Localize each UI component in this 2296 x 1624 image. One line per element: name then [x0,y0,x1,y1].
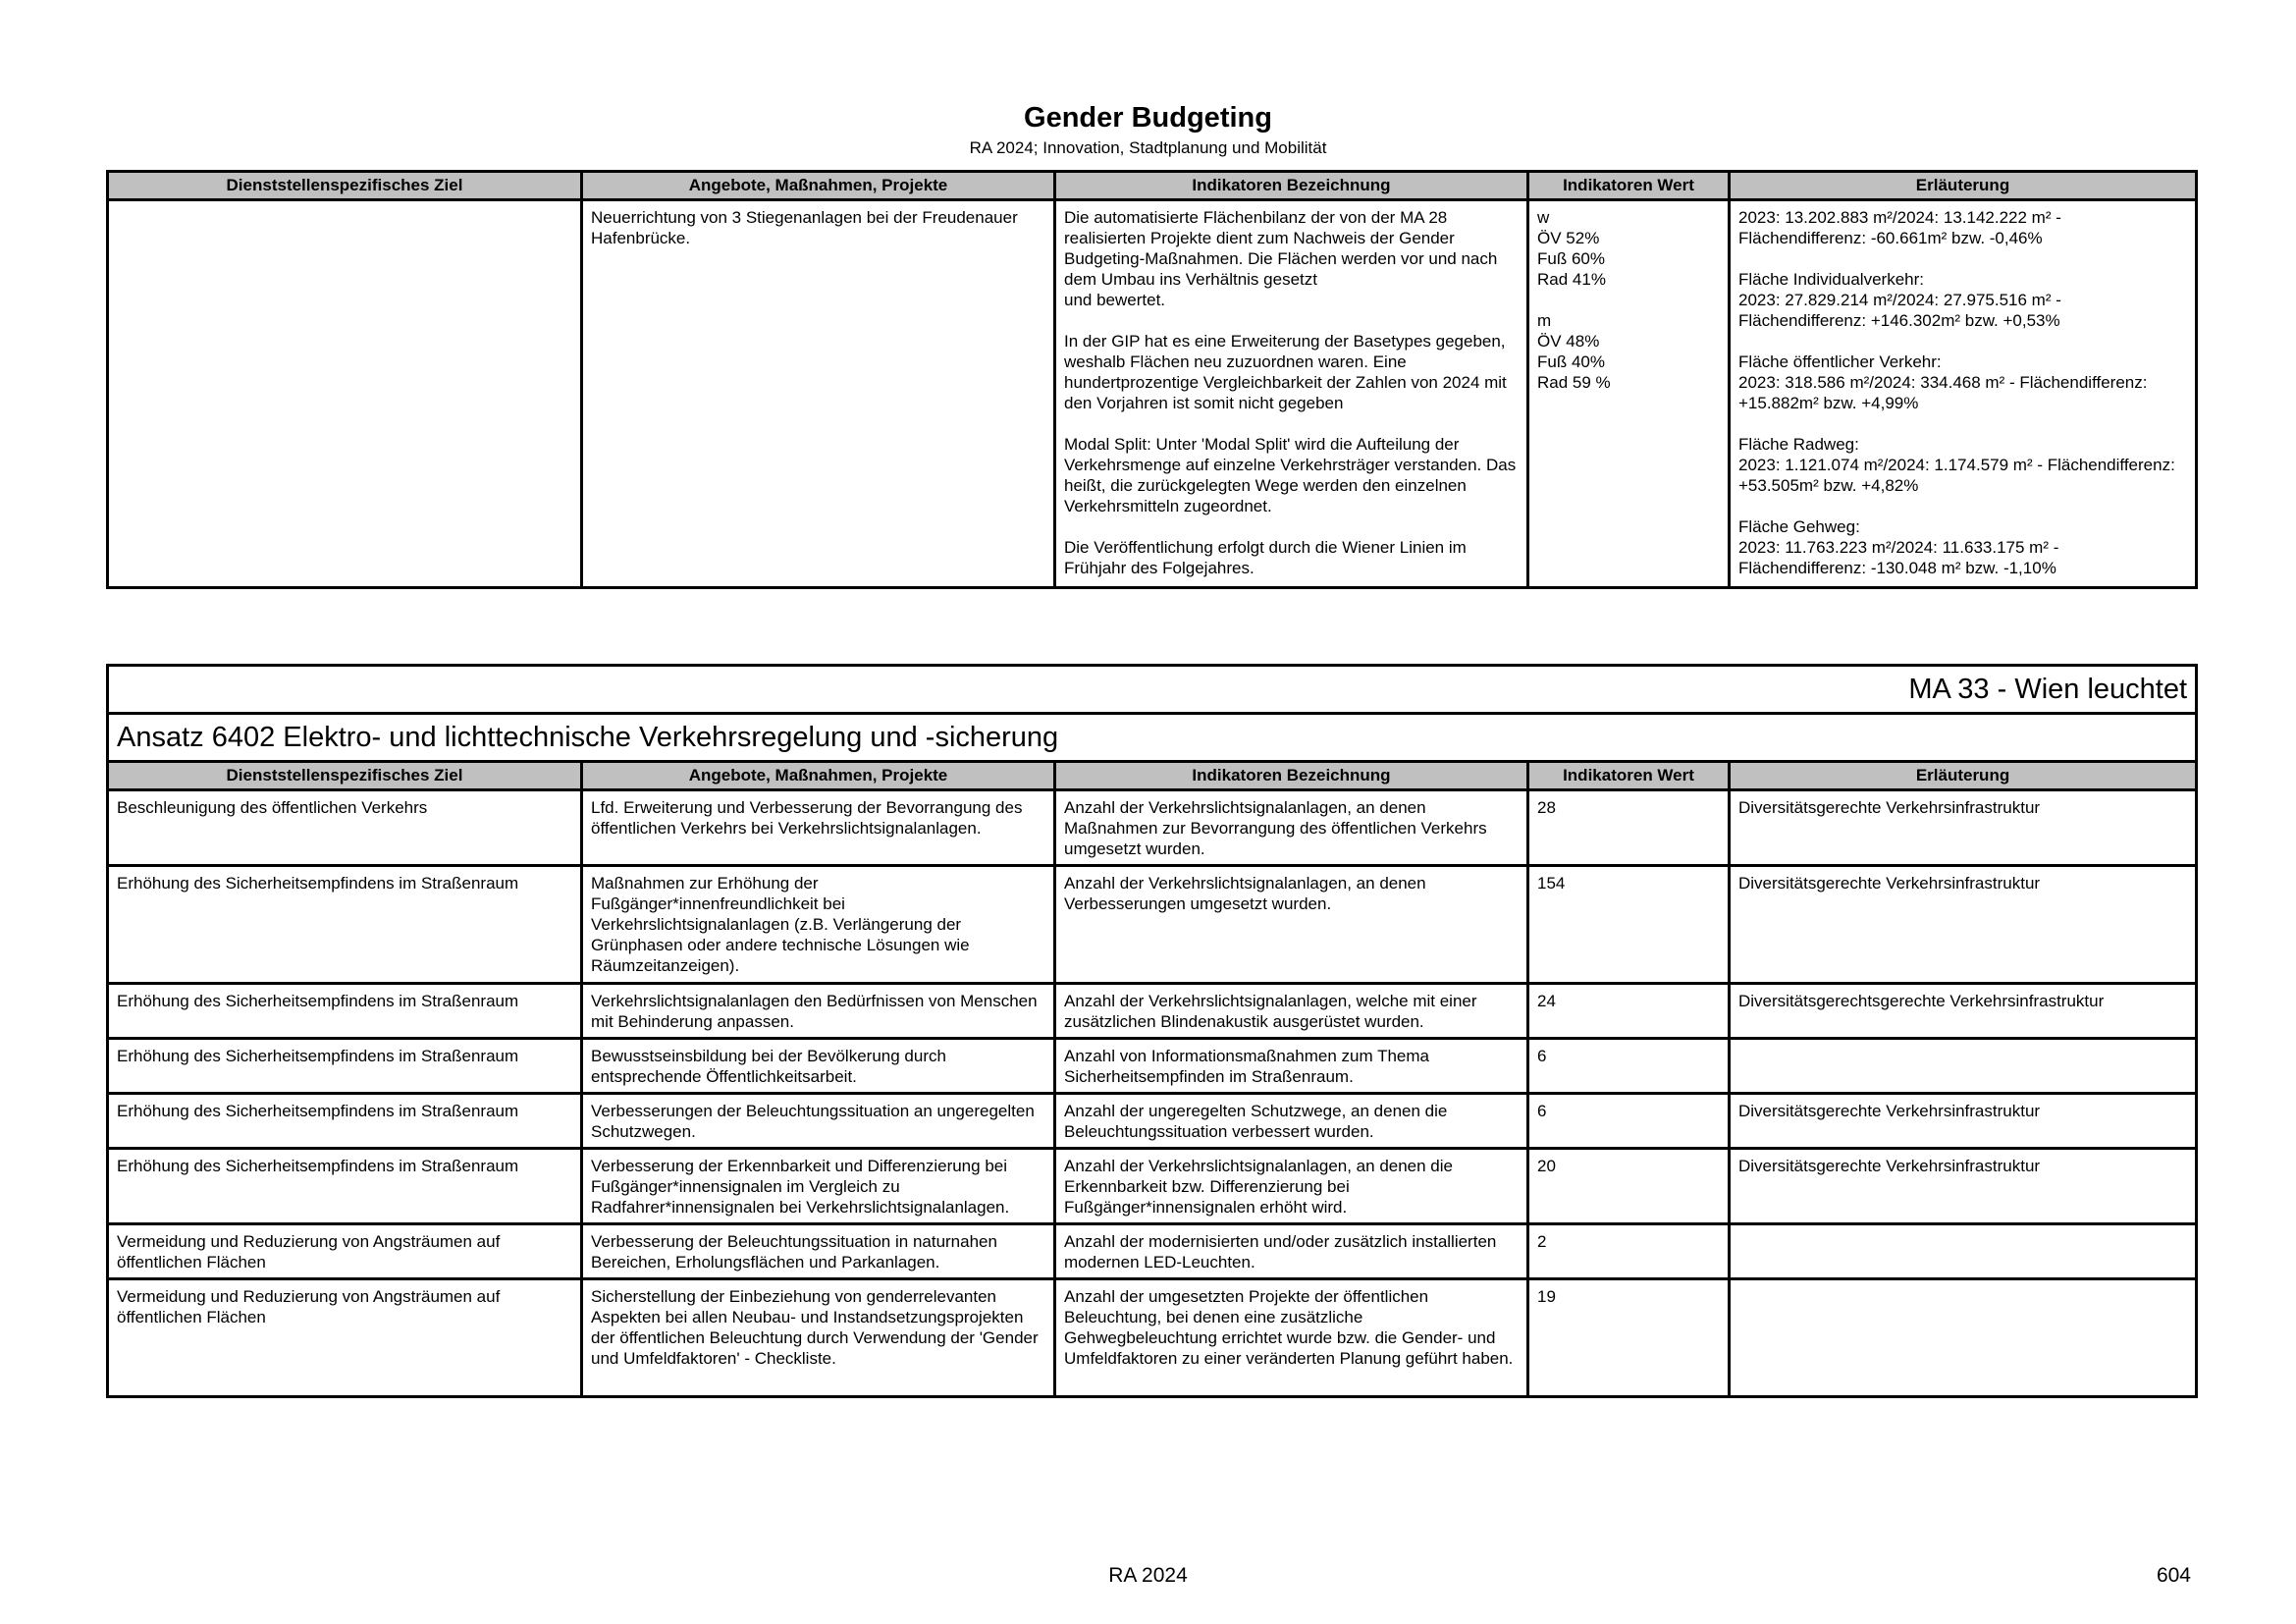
cell-ziel: Erhöhung des Sicherheitsempfindens im Straßenraum [108,1149,582,1224]
cell-indikator: Anzahl der Verkehrslichtsignalanlagen, welche mit einer zusätzlichen Blindenakustik ausgerüstet wurden. [1055,984,1528,1039]
cell-ziel: Erhöhung des Sicherheitsempfindens im Straßenraum [108,984,582,1039]
table-row [108,1149,2197,1224]
page-title: Gender Budgeting [1024,102,1272,134]
cell-indikator: Anzahl von Informationsmaßnahmen zum Thema Sicherheitsempfinden im Straßenraum. [1055,1039,1528,1094]
column-header-indikator: Indikatoren Bezeichnung [1055,172,1528,200]
department-heading: MA 33 - Wien leuchtet [108,666,2197,714]
cell-erlaeuterung: Diversitätsgerechte Verkehrsinfrastruktur [1730,866,2197,984]
table-header-row [108,762,2197,790]
footer-report-label: RA 2024 [1108,1564,1188,1587]
ansatz-heading: Ansatz 6402 Elektro- und lichttechnische Verkehrsregelung und -sicherung [108,714,2197,762]
cell-indikator: Anzahl der modernisierten und/oder zusätzlich installierten modernen LED-Leuchten. [1055,1224,1528,1279]
ansatz-row [108,714,2197,762]
cell-massnahmen: Maßnahmen zur Erhöhung der Fußgänger*innenfreundlichkeit bei Verkehrslichtsignalanlagen (z.B. Verlängerung der Grünphasen oder andere technische Lösungen wie Räumzeitanzeigen). [582,866,1055,984]
page-subtitle: RA 2024; Innovation, Stadtplanung und Mobilität [969,138,1327,157]
cell-indikator: Anzahl der umgesetzten Projekte der öffentlichen Beleuchtung, bei denen eine zusätzliche Gehwegbeleuchtung errichtet wurde bzw. die Gender- und Umfeldfaktoren zu einer veränderten Planung geführt haben. [1055,1279,1528,1397]
column-header-massnahmen: Angebote, Maßnahmen, Projekte [582,172,1055,200]
column-header-erlaeuterung: Erläuterung [1730,762,2197,790]
table-row [108,1039,2197,1094]
cell-massnahmen: Verbesserung der Beleuchtungssituation in naturnahen Bereichen, Erholungsflächen und Parkanlagen. [582,1224,1055,1279]
cell-indikator: Anzahl der Verkehrslichtsignalanlagen, an denen Maßnahmen zur Bevorrangung des öffentlichen Verkehrs umgesetzt wurden. [1055,790,1528,866]
cell-erlaeuterung: 2023: 13.202.883 m²/2024: 13.142.222 m² - Flächendifferenz: -60.661m² bzw. -0,46% Fläche Individualverkehr: 2023: 27.829.214 m²/2024: 27.975.516 m² - Flächendifferenz: +146.302m² bzw. +0,53% Fläche öffentlicher Verkehr: 2023: 318.586 m²/2024: 334.468 m² - Flächendifferenz: +15.882m² bzw. +4,99% Fläche Radweg: 2023: 1.121.074 m²/2024: 1.174.579 m² - Flächendifferenz: +53.505m² bzw. +4,82% Fläche Gehweg: 2023: 11.763.223 m²/2024: 11.633.175 m² - Flächendifferenz: -130.048 m² bzw. -1,10% [1730,200,2197,588]
cell-indikator: Anzahl der Verkehrslichtsignalanlagen, an denen Verbesserungen umgesetzt wurden. [1055,866,1528,984]
table-row [108,1224,2197,1279]
table-row [108,790,2197,866]
table-row [108,984,2197,1039]
cell-indikator: Die automatisierte Flächenbilanz der von der MA 28 realisierten Projekte dient zum Nachweis der Gender Budgeting-Maßnahmen. Die Flächen werden vor und nach dem Umbau ins Verhältnis gesetzt und bewertet. In der GIP hat es eine Erweiterung der Basetypes gegeben, weshalb Flächen neu zuzuordnen waren. Eine hundertprozentige Vergleichbarkeit der Zahlen von 2024 mit den Vorjahren ist somit nicht gegeben Modal Split: Unter 'Modal Split' wird die Aufteilung der Verkehrsmenge auf einzelne Verkehrsträger verstanden. Das heißt, die zurückgelegten Wege werden den einzelnen Verkehrsmitteln zugeordnet. Die Veröffentlichung erfolgt durch die Wiener Linien im Frühjahr des Folgejahres. [1055,200,1528,588]
cell-wert: 2 [1528,1224,1730,1279]
table-row [108,200,2197,588]
column-header-massnahmen: Angebote, Maßnahmen, Projekte [582,762,1055,790]
column-header-indikator: Indikatoren Bezeichnung [1055,762,1528,790]
cell-ziel: Beschleunigung des öffentlichen Verkehrs [108,790,582,866]
table-row [108,1094,2197,1149]
cell-erlaeuterung [1730,1039,2197,1094]
column-header-ziel: Dienststellenspezifisches Ziel [108,762,582,790]
ma33-table [106,664,2198,1398]
cell-erlaeuterung: Diversitätsgerechte Verkehrsinfrastruktur [1730,1094,2197,1149]
department-row [108,666,2197,714]
table-header-row [108,172,2197,200]
table-row [108,866,2197,984]
cell-wert: 28 [1528,790,1730,866]
cell-wert: w ÖV 52% Fuß 60% Rad 41% m ÖV 48% Fuß 40% Rad 59 % [1528,200,1730,588]
gender-budgeting-table-continued [106,170,2198,589]
cell-wert: 154 [1528,866,1730,984]
table-row [108,1279,2197,1397]
cell-erlaeuterung: Diversitätsgerechte Verkehrsinfrastruktur [1730,1149,2197,1224]
column-header-wert: Indikatoren Wert [1528,172,1730,200]
cell-massnahmen: Sicherstellung der Einbeziehung von genderrelevanten Aspekten bei allen Neubau- und Instandsetzungsprojekten der öffentlichen Beleuchtung durch Verwendung der 'Gender und Umfeldfaktoren' - Checkliste. [582,1279,1055,1397]
cell-wert: 6 [1528,1094,1730,1149]
cell-erlaeuterung: Diversitätsgerechte Verkehrsinfrastruktur [1730,790,2197,866]
cell-massnahmen: Verbesserungen der Beleuchtungssituation an ungeregelten Schutzwegen. [582,1094,1055,1149]
cell-wert: 24 [1528,984,1730,1039]
cell-erlaeuterung [1730,1279,2197,1397]
cell-ziel: Vermeidung und Reduzierung von Angsträumen auf öffentlichen Flächen [108,1279,582,1397]
cell-ziel: Erhöhung des Sicherheitsempfindens im Straßenraum [108,1094,582,1149]
page-number: 604 [2156,1564,2191,1587]
cell-massnahmen: Verkehrslichtsignalanlagen den Bedürfnissen von Menschen mit Behinderung anpassen. [582,984,1055,1039]
cell-erlaeuterung: Diversitätsgerechtsgerechte Verkehrsinfrastruktur [1730,984,2197,1039]
column-header-erlaeuterung: Erläuterung [1730,172,2197,200]
cell-wert: 6 [1528,1039,1730,1094]
column-header-wert: Indikatoren Wert [1528,762,1730,790]
cell-ziel: Erhöhung des Sicherheitsempfindens im Straßenraum [108,866,582,984]
cell-massnahmen: Verbesserung der Erkennbarkeit und Differenzierung bei Fußgänger*innensignalen im Vergleich zu Radfahrer*innensignalen bei Verkehrslichtsignalanlagen. [582,1149,1055,1224]
cell-wert: 20 [1528,1149,1730,1224]
cell-ziel: Vermeidung und Reduzierung von Angsträumen auf öffentlichen Flächen [108,1224,582,1279]
cell-indikator: Anzahl der Verkehrslichtsignalanlagen, an denen die Erkennbarkeit bzw. Differenzierung bei Fußgänger*innensignalen erhöht wird. [1055,1149,1528,1224]
cell-ziel: Erhöhung des Sicherheitsempfindens im Straßenraum [108,1039,582,1094]
cell-ziel [108,200,582,588]
cell-erlaeuterung [1730,1224,2197,1279]
cell-wert: 19 [1528,1279,1730,1397]
cell-massnahmen: Neuerrichtung von 3 Stiegenanlagen bei der Freudenauer Hafenbrücke. [582,200,1055,588]
cell-massnahmen: Bewusstseinsbildung bei der Bevölkerung durch entsprechende Öffentlichkeitsarbeit. [582,1039,1055,1094]
column-header-ziel: Dienststellenspezifisches Ziel [108,172,582,200]
cell-massnahmen: Lfd. Erweiterung und Verbesserung der Bevorrangung des öffentlichen Verkehrs bei Verkehrslichtsignalanlagen. [582,790,1055,866]
cell-indikator: Anzahl der ungeregelten Schutzwege, an denen die Beleuchtungssituation verbessert wurden. [1055,1094,1528,1149]
